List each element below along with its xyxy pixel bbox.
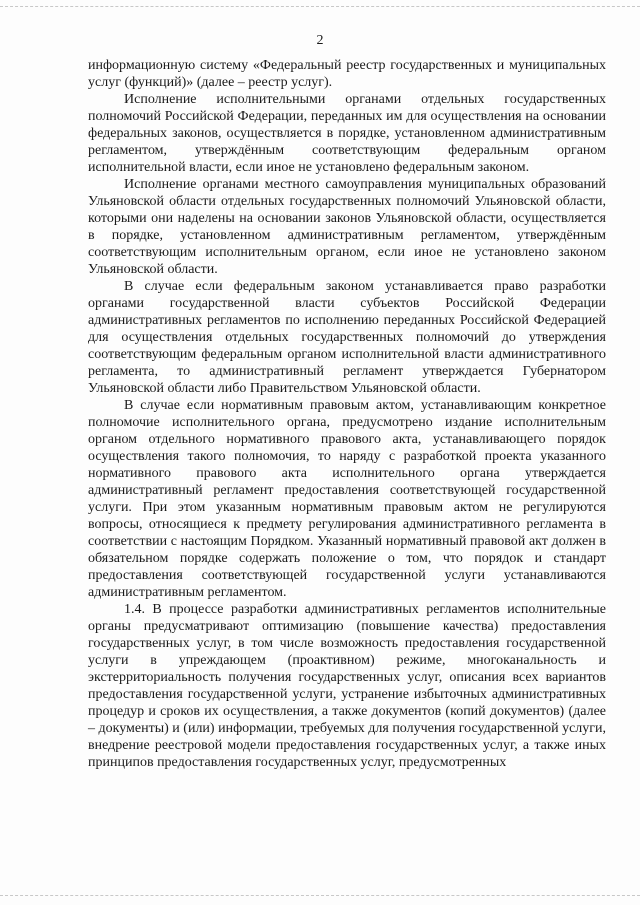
paragraph-2: Исполнение исполнительными органами отдельных государственных полномочий Российской Федерации, переданных им для осуществления на основании федеральных законов, осуществляется в порядке, установленном административным регламентом, утверждённым соответствующим федеральным органом исполнительной власти, если иное не установлено федеральным законом. [88,92,606,175]
document-body [88,57,606,771]
scan-edge-bottom [0,895,640,897]
paragraph-5: В случае если нормативным правовым актом, устанавливающим конкретное полномочие исполнительного органа, предусмотрено издание исполнительным органом отдельного нормативного правового акта, устанавливающего порядок осуществления такого полномочия, то наряду с разработкой проекта указанного нормативного правового акта исполнительного органа утверждается административный регламент предоставления соответствующей государственной услуги. При этом указанным нормативным правовым актом не регулируются вопросы, относящиеся к предмету регулирования административного регламента в соответствии с настоящим Порядком. Указанный нормативный правовой акт должен в обязательном порядке содержать положение о том, что порядок и стандарт предоставления соответствующей государственной услуги устанавливаются административным регламентом. [88,398,606,600]
page-number: 2 [316,33,324,48]
paragraph-4: В случае если федеральным законом устанавливается право разработки органами государственной власти субъектов Российской Федерации административных регламентов по исполнению переданных Российской Федерацией для осуществления отдельных государственных полномочий до утверждения соответствующим федеральным органом исполнительной власти административного регламента, то административный регламент утверждается Губернатором Ульяновской области либо Правительством Ульяновской области. [88,279,606,396]
paragraph-6: 1.4. В процессе разработки административных регламентов исполнительные органы предусматривают оптимизацию (повышение качества) предоставления государственных услуг, в том числе возможность предоставления государственной услуги в упреждающем (проактивном) режиме, многоканальность и экстерриториальность получения государственных услуг, описания всех вариантов предоставления государственной услуги, устранение избыточных административных процедур и сроков их осуществления, а также документов (копий документов) (далее – документы) и (или) информации, требуемых для получения государственной услуги, внедрение реестровой модели предоставления государственных услуг, а также иных принципов предоставления государственных услуг, предусмотренных [88,602,606,770]
scan-edge-top [0,6,640,8]
paragraph-1: информационную систему «Федеральный реестр государственных и муниципальных услуг (функций)» (далее – реестр услуг). [88,58,606,90]
paragraph-3: Исполнение органами местного самоуправления муниципальных образований Ульяновской области отдельных государственных полномочий Ульяновской области, которыми они наделены на основании законов Ульяновской области, осуществляется в порядке, установленном административным регламентом, утверждённым соответствующим исполнительным органом, если иное не установлено законом Ульяновской области. [88,177,606,277]
